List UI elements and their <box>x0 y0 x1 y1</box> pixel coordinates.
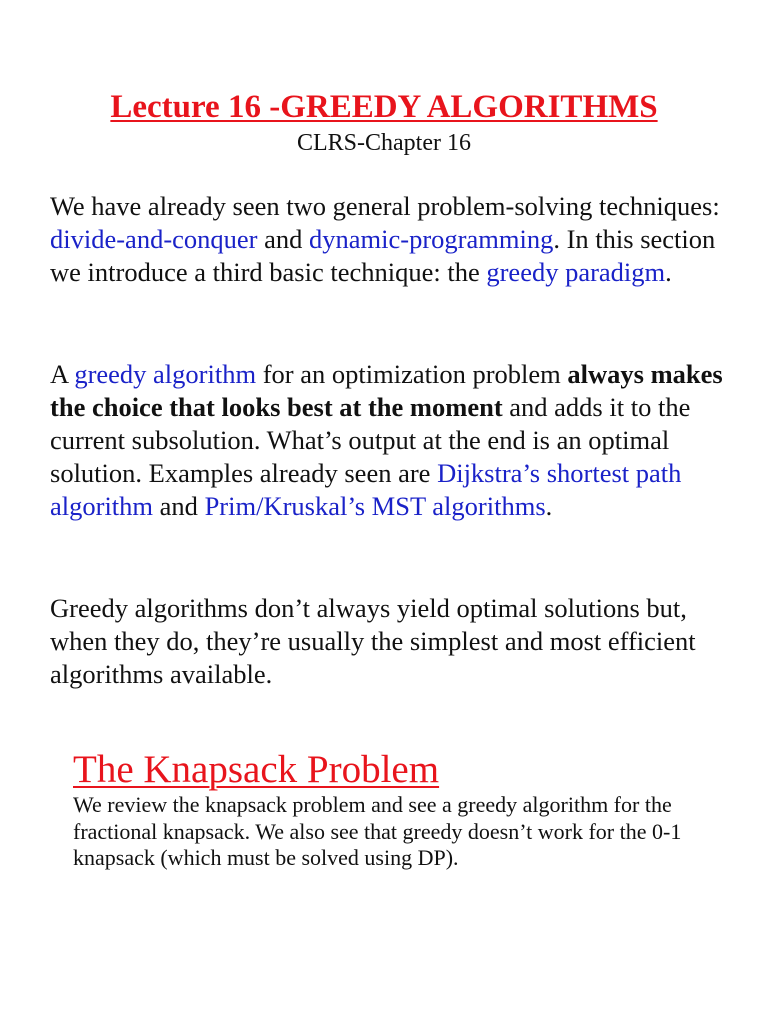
emphasis-best-choice: always makes the choice that looks best at the moment <box>50 359 723 422</box>
section-heading: The Knapsack Problem <box>73 748 440 791</box>
term-prim-kruskal: Prim/Kruskal’s MST algorithms <box>204 491 546 521</box>
definition-paragraph: A greedy algorithm for an optimization problem always makes the choice that looks best at the moment and adds it to the current subsolution. What’s output at the end is an optimal solution. Examples already seen are Dijkstra’s shortest path algorithm and Prim/Kruskal’s MST algorithms. <box>50 359 723 521</box>
intro-paragraph: We have already seen two general problem-solving techniques: divide-and-conquer and dynamic-programming. In this section we introduce a third basic technique: the greedy paradigm. <box>50 191 720 287</box>
caveat-paragraph: Greedy algorithms don’t always yield optimal solutions but, when they do, they’re usually the simplest and most efficient algorithms available. <box>50 593 696 689</box>
lecture-title: Lecture 16 -GREEDY ALGORITHMS <box>110 89 658 125</box>
term-greedy-algorithm: greedy algorithm <box>74 359 257 389</box>
term-dijkstra: Dijkstra’s shortest path algorithm <box>50 458 682 521</box>
term-greedy-paradigm: greedy paradigm <box>486 257 666 287</box>
term-divide-and-conquer: divide-and-conquer <box>50 224 258 254</box>
section-paragraph: We review the knapsack problem and see a greedy algorithm for the fractional knapsack. We also see that greedy doesn’t work for the 0-1 knapsack (which must be solved using DP). <box>73 792 682 870</box>
chapter-subtitle: CLRS-Chapter 16 <box>297 130 471 156</box>
term-dynamic-programming: dynamic-programming <box>309 224 554 254</box>
